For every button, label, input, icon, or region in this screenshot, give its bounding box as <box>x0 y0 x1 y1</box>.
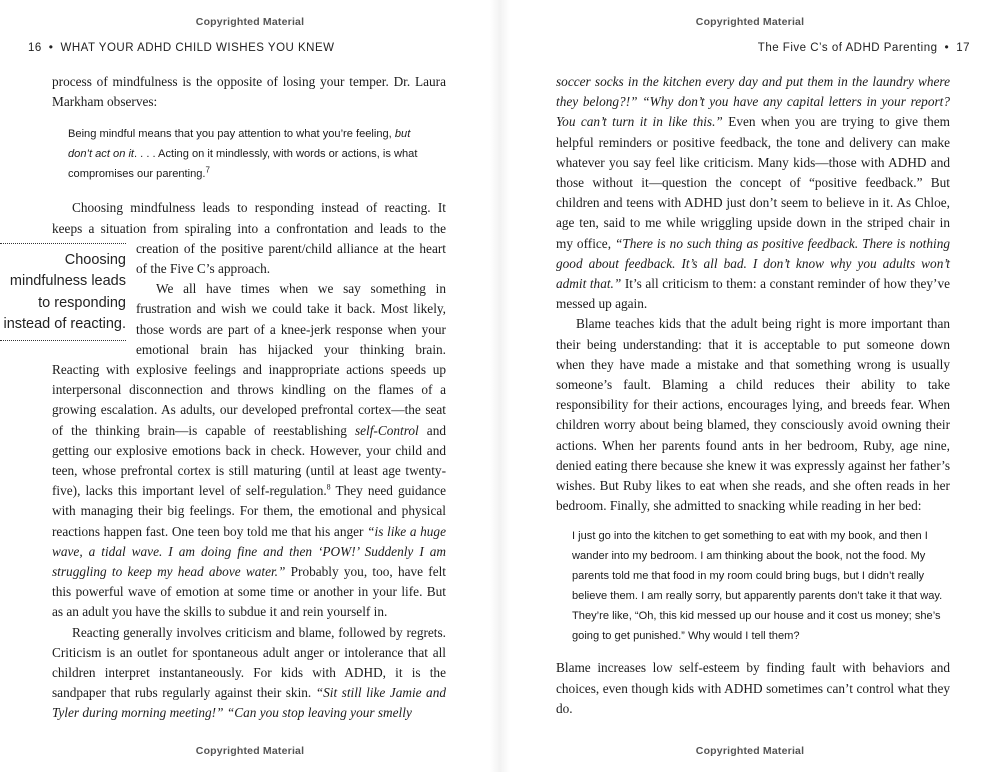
running-head-title: WHAT YOUR ADHD CHILD WISHES YOU KNEW <box>60 42 335 54</box>
copyright-notice-bottom: Copyrighted Material <box>695 745 805 757</box>
pullquote-section <box>3 239 446 724</box>
gutter-shadow <box>500 0 510 772</box>
paragraph: We all have times when we say something in frustration and wish we could take it back. Most likely, those words are part of a knee-jerk response when your emotional brain has hijacked your thinking brain. Reacting with explosive feelings and inappropriate actions speeds up interpersonal disconnection and throws kindling on the flames of a growing escalation. As adults, our developed prefrontal cortex—the seat of the thinking brain—is capable of reestablishing self-Control and getting our explosive emotions back in check. However, your child and teen, whose prefrontal cortex is still maturing (until at least age twenty-five), lacks this important level of self-regulation.$^8$ They need guidance with managing their big feelings. For them, the emotional and physical reactions happen fast. One teen boy told me that his anger “is like a huge wave, a tidal wave. I am doing fine and then ‘POW!’ Suddenly I am struggling to keep my head above water.” Probably you, too, have felt this powerful wave of emotion at some time or another in your life. But as an adult you have the skills to subdue it and rein yourself in. <box>52 281 446 620</box>
paragraph: creation of the positive parent/child alliance at the heart of the Five C’s approach. <box>136 240 446 277</box>
paragraph: Choosing mindfulness leads to responding instead of reacting. It keeps a situation from spiraling into a confrontation and leads to the <box>52 200 446 236</box>
page-number: 16 <box>28 42 42 54</box>
right-body-text <box>556 72 950 719</box>
paragraph: Blame teaches kids that the adult being right is more important than their being understanding: that it is acceptable to put someone down when they have made a mistake and that something wrong is usually someone’s fault. Blaming a child reduces their ability to take responsibility for their actions, encourages lying, and breeds fear. When children worry about being blamed, they consciously avoid owning their actions. When her parents found ants in her bedroom, Ruby, age nine, denied eating there because she knew it was expressly against her father’s wishes. But Ruby likes to eat when she reads, and she often reads in her bedroom. Finally, she admitted to snacking while reading in her bed: <box>556 316 950 514</box>
paragraph: soccer socks in the kitchen every day and put them in the laundry where they belong?!” “Why don’t you have any capital letters in your report? You can’t turn it in like this.” Even when you are trying to give them helpful reminders or positive feedback, the tone and delivery can make whatever you say feel like criticism. Many kids—those with ADHD and those without it—question the concept of “positive feedback.” But children and teens with ADHD just don’t seem to believe in it. As Chloe, age ten, said to me while wriggling upside down in the striped chair in my office, “There is no such thing as positive feedback. There is nothing good about feedback. It’s all bad. I don’t know why you adults won’t admit that.” It’s all criticism to them: a constant reminder of how they’ve messed up again. <box>556 74 951 312</box>
bullet-separator: • <box>944 40 950 54</box>
left-body-text <box>3 72 446 724</box>
gutter-shadow <box>490 0 500 772</box>
right-page <box>500 0 1000 772</box>
running-header-right <box>758 40 970 54</box>
footnote-ref: 7 <box>205 165 210 175</box>
copyright-notice-top: Copyrighted Material <box>695 16 805 28</box>
paragraph: process of mindfulness is the opposite of losing your temper. Dr. Laura Markham observes: <box>52 74 446 110</box>
paragraph: Blame increases low self-esteem by finding fault with behaviors and choices, even though kids with ADHD sometimes can’t control what they do. <box>556 660 950 716</box>
paragraph: Reacting generally involves criticism and blame, followed by regrets. Criticism is an outlet for spontaneous adult anger or intolerance that all children interpret instantaneously. For kids with ADHD, it is the sandpaper that rubs regularly against their skin. “Sit still like Jamie and Tyler during morning meeting!” “Can you stop leaving your smelly <box>52 624 446 721</box>
copyright-notice-top: Copyrighted Material <box>195 16 305 28</box>
running-head-title: The Five C’s of ADHD Parenting <box>757 42 938 54</box>
running-header-left <box>28 40 335 54</box>
bullet-separator: • <box>48 40 54 54</box>
copyright-notice-bottom: Copyrighted Material <box>195 745 305 757</box>
page-number: 17 <box>956 42 970 54</box>
block-quote: I just go into the kitchen to get something to eat with my book, and then I wander into my bedroom. I am thinking about the book, not the food. My parents told me that food in my room could bring bugs, but I didn’t really believe them. I am really sorry, but apparently parents don’t take it that way. They’re like, “Oh, this kid messed up our house and it cost us money; she’s going to get punished.” Why would I tell them? <box>572 530 943 643</box>
footnote-ref: 8 <box>326 482 331 492</box>
pull-quote: Choosing mindfulness leads to responding instead of reacting. <box>0 243 126 341</box>
block-quote: Being mindful means that you pay attention to what you’re feeling, but don’t act on it. . . . Acting on it mindlessly, with words or actions, is what compromises our parenting.$^7$ <box>68 128 418 181</box>
